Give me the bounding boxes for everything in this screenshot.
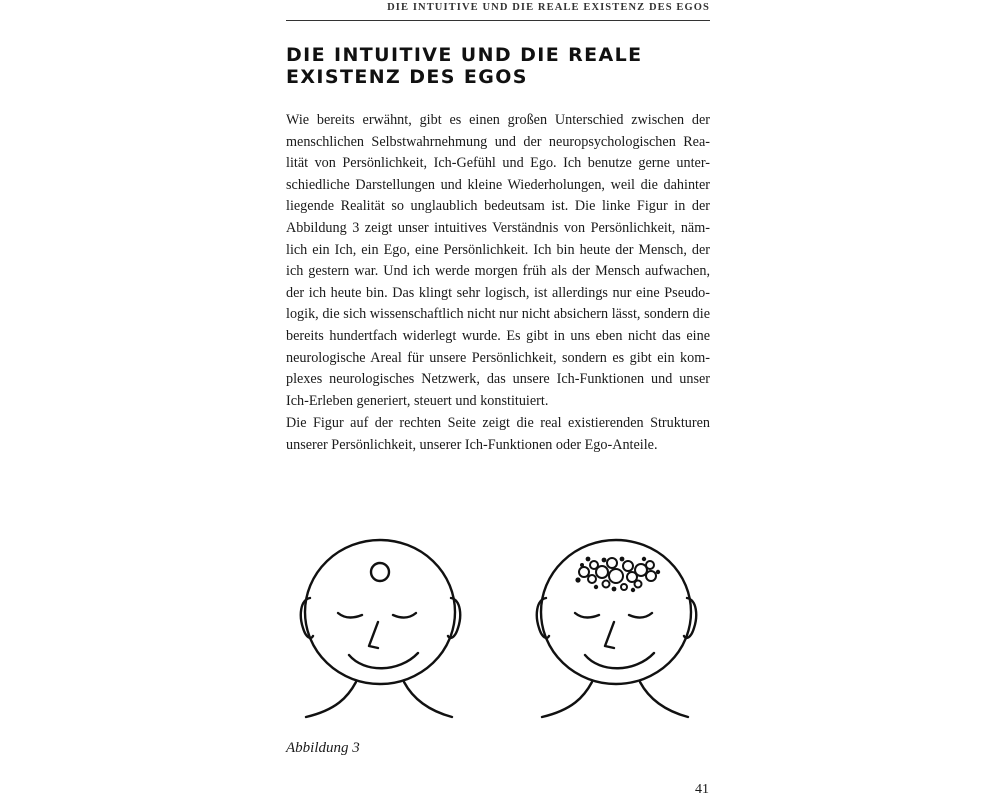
paragraph-line: Abbildung 3 zeigt unser intuitives Verständnis von Persönlichkeit, näm- [286,219,710,236]
left-eye-left [338,613,362,617]
paragraph-line: der ich heute bin. Das klingt sehr logisch, ist allerdings nur eine Pseudo- [286,284,710,301]
paragraph-line: neurologische Areal für unsere Persönlichkeit, sondern es gibt ein kom- [286,349,710,366]
left-ego-circle [371,563,389,581]
paragraph-line: plexes neurologisches Netzwerk, das unsere Ich-Funktionen und unser [286,371,710,388]
left-nose [369,622,378,648]
left-neck-left [306,682,356,717]
paragraph-line: bereits hundertfach widerlegt wurde. Es gibt in uns eben nicht das eine [286,327,710,344]
chapter-title [286,44,726,88]
left-head-drawing [301,540,460,717]
paragraph-line: Die Figur auf der rechten Seite zeigt die real existierenden Strukturen [286,415,710,431]
paragraph-line: logik, die sich wissenschaftlich nicht nur nicht absichern lässt, sondern die [286,306,710,323]
right-eye-left [575,613,599,617]
paragraph-line: unserer Persönlichkeit, unserer Ich-Funktionen oder Ego-Anteile. [286,436,658,453]
paragraph-line: Wie bereits erwähnt, gibt es einen großen Unterschied zwischen der [286,112,710,128]
right-neck-right [640,682,688,717]
paragraph-2 [286,413,710,456]
figure-caption: Abbildung 3 [286,740,360,756]
left-eye-right [393,613,416,617]
paragraph-line: Ich-Erleben generiert, steuert und konstituiert. [286,392,549,409]
paragraph-line: lich ein Ich, ein Ego, eine Persönlichkeit. Ich bin heute der Mensch, der [286,241,710,258]
paragraph-line: ich gestern war. Und ich werde morgen früh als der Mensch aufwachen, [286,263,710,280]
right-nose [605,622,614,648]
right-neck-left [542,682,592,717]
paragraph-line: menschlichen Selbstwahrnehmung und der neuropsychologischen Rea- [286,133,710,150]
right-mouth [585,653,654,668]
left-mouth [349,653,418,668]
figure-illustration [296,532,706,737]
page-number: 41 [695,782,709,797]
ego-structures-cluster [579,558,656,590]
chapter-title-line-1: DIE INTUITIVE UND DIE REALE [286,44,643,66]
paragraph-line: schiedliche Darstellungen und kleine Wiederholungen, weil die dahinter [286,176,710,193]
paragraph-1 [286,110,710,412]
chapter-title-line-2: EXISTENZ DES EGOS [286,66,528,88]
right-eye-right [629,613,652,617]
running-header: DIE INTUITIVE UND DIE REALE EXISTENZ DES EGOS [286,2,710,21]
paragraph-line: lität von Persönlichkeit, Ich-Gefühl und Ego. Ich benutze gerne unter- [286,155,710,172]
left-head-outline [305,540,455,684]
paragraph-line: liegende Realität so unglaublich bedeutsam ist. Die linke Figur in der [286,198,710,215]
left-neck-right [404,682,452,717]
